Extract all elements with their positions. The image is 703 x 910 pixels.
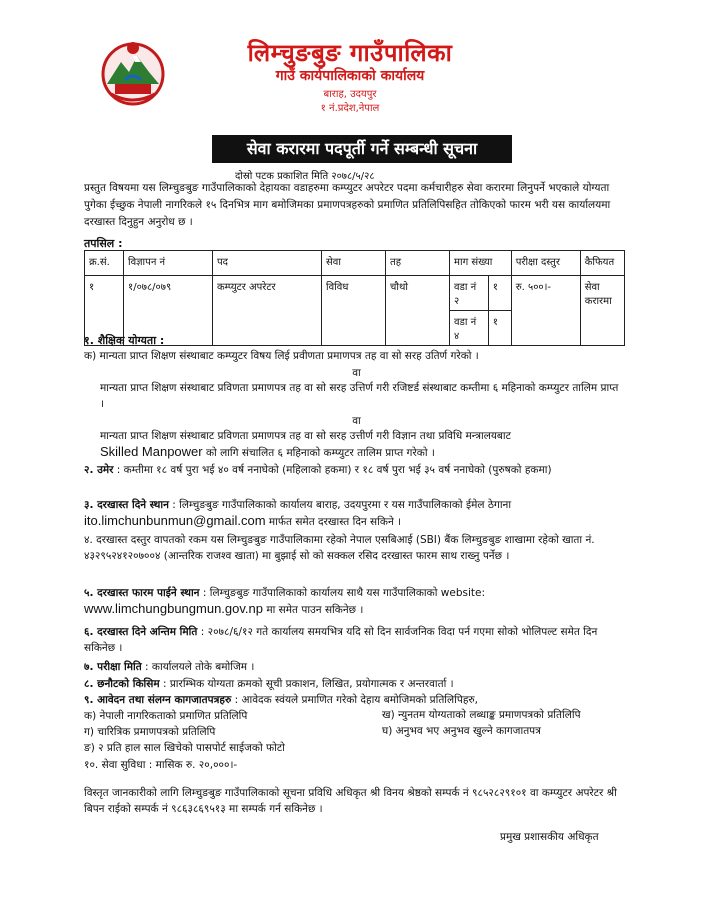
age-section bbox=[84, 462, 629, 478]
municipality-name: लिम्चुङबुङ गाउँपालिका bbox=[247, 39, 453, 67]
age-label: २. उमेर bbox=[84, 464, 114, 476]
submit-place-text: : लिम्चुङबुङ गाउँपालिकाको कार्यालय बाराह, उदयपुरमा र यस गाउँपालिकाको ईमेल ठेगाना bbox=[168, 499, 512, 511]
document-item: ग) चारित्रिक प्रमाणपत्रको प्रतिलिपि bbox=[84, 726, 216, 738]
or-separator: वा bbox=[352, 367, 361, 379]
header-cell: कैफियत bbox=[580, 251, 624, 276]
form-place-section bbox=[84, 585, 629, 618]
cell-ward-1-count: १ bbox=[488, 276, 511, 311]
cell-ad-no: १/०७८/०७९ bbox=[124, 276, 213, 346]
qualification-c-line2 bbox=[100, 444, 625, 461]
exam-date-text: : कार्यालयले तोके बमोजिम । bbox=[141, 661, 255, 673]
age-text: : कम्तीमा १८ वर्ष पुरा भई ४० वर्ष ननाघेको (महिलाको हकमा) र १८ वर्ष पुरा भई ३५ वर्ष ननाघेको (पुरुषको हकमा) bbox=[113, 464, 552, 476]
exam-date-label: ७. परीक्षा मिति bbox=[84, 661, 142, 673]
cell-ward-1: वडा नं २ bbox=[450, 276, 489, 311]
qualification-c-rest: को लागि संचालित ६ महिनाको कम्प्युटर तालिम प्राप्त गरेको । bbox=[202, 447, 435, 459]
header-cell: सेवा bbox=[322, 251, 386, 276]
table-row bbox=[85, 276, 625, 311]
selection-section bbox=[84, 676, 629, 692]
header-cell: विज्ञापन नं bbox=[124, 251, 213, 276]
form-place-label: ५. दरखास्त फारम पाईने स्थान bbox=[84, 587, 200, 599]
header-cell: तह bbox=[386, 251, 450, 276]
qualification-a: क) मान्यता प्राप्त शिक्षण संस्थाबाट कम्प्युटर विषय लिई प्रवीणता प्रमाणपत्र तह वा सो सरह उतिर्ण गरेको । bbox=[84, 350, 479, 362]
qualification-title: १. शैक्षिक योग्यता : bbox=[84, 334, 165, 347]
header-cell: क्र.सं. bbox=[85, 251, 124, 276]
form-place-text: : लिम्चुङबुङ गाउँपालिकाको कार्यालय साथै यस गाउँपालिकाको website: bbox=[199, 587, 485, 599]
fee-deposit-section: ४. दरखास्त दस्तुर वापतको रकम यस लिम्चुङबुङ गाउँपालिकामा रहेको नेपाल एसबिआई (SBI) बैंक लिम्चुङबुङ शाखामा रहेको खाता नं. ४३२९५२४१२०७००४ (आन्तरिक राजश्व खाता) मा बुझाई सो को सक्कल रसिद दरखास्त फारम साथ राख्नु पर्नेछ । bbox=[84, 534, 595, 562]
document-item: घ) अनुभव भए अनुभव खुल्ने कागजातपत्र bbox=[382, 725, 541, 737]
cell-post: कम्प्युटर अपरेटर bbox=[213, 276, 322, 346]
qualification-b: मान्यता प्राप्त शिक्षण संस्थाबाट प्रविणता प्रमाणपत्र तह वा सो सरह उत्तिर्ण गरी रजिष्टर्ड संस्थाबाट कम्तीमा ६ महिनाको कम्प्युटर तालिम प्राप्त । bbox=[100, 382, 619, 410]
nepal-government-emblem-icon bbox=[97, 36, 169, 108]
selection-label: ८. छनौटको किसिम bbox=[84, 678, 160, 690]
deadline-text: : २०७८/६/१२ गते कार्यालय समयभित्र यदि सो दिन सार्वजनिक विदा पर्न गएमा सोको भोलिपल्ट समेत दिन सकिनेछ । bbox=[84, 626, 598, 654]
form-place-text2: मा समेत पाउन सकिनेछ । bbox=[262, 604, 364, 616]
document-item: ख) न्युनतम योग्यताको लब्धाङ्क प्रमाणपत्रको प्रतिलिपि bbox=[382, 709, 581, 721]
cell-ward-2-count: १ bbox=[488, 311, 511, 346]
document-item: ङ) २ प्रति हाल साल खिचेको पासपोर्ट साईजको फोटो bbox=[84, 742, 285, 754]
salary-line: १०. सेवा सुविधा : मासिक रु. २०,०००।- bbox=[84, 759, 238, 771]
skilled-manpower-text: Skilled Manpower bbox=[100, 444, 203, 459]
table-header-row bbox=[85, 251, 625, 276]
signatory: प्रमुख प्रशासकीय अधिकृत bbox=[500, 831, 599, 843]
header-cell: माग संख्या bbox=[450, 251, 512, 276]
qualification-c-line1: मान्यता प्राप्त शिक्षण संस्थाबाट प्रविणता प्रमाणपत्र तह वा सो सरह उत्तीर्ण गरी विज्ञान तथा प्रविधि मन्त्रालयबाट bbox=[100, 430, 511, 442]
submit-place-section bbox=[84, 497, 629, 530]
intro-paragraph: प्रस्तुत विषयमा यस लिम्चुङबुङ गाउँपालिकाको देहायका वडाहरुमा कम्प्युटर अपरेटर पदमा कर्मचारीहरु सेवा करारमा लिनुपर्ने भएकाले योग्यता पुगेका ईच्छुक नेपाली नागरिकले १५ दिनभित्र माग बमोजिमका प्रमाणपत्रहरुको प्रमाणित प्रतिलिपिसहित तोकिएको फारम भरी यस कार्यालयमा दरखास्त दिनुहुन अनुरोध छ । bbox=[84, 182, 611, 228]
cell-level: चौथो bbox=[386, 276, 450, 346]
documents-label: ९. आवेदन तथा संलग्न कागजातपत्रहरु bbox=[84, 694, 232, 706]
cell-fee: रु. ५००।- bbox=[511, 276, 580, 346]
website-url: www.limchungbungmun.gov.np bbox=[84, 601, 263, 616]
submit-place-label: ३. दरखास्त दिने स्थान bbox=[84, 499, 169, 511]
cell-ward-2: वडा नं ४ bbox=[450, 311, 489, 346]
contact-footer: विस्तृत जानकारीको लागि लिम्चुङबुङ गाउँपालिकाको सूचना प्रविधि अधिकृत श्री विनय श्रेष्ठको सम्पर्क नं ९८५२८२९१०१ वा कम्प्युटर अपरेटर श्री बिपन राईको सम्पर्क नं ९८६३८६९५१३ मा सम्पर्क गर्न सकिनेछ । bbox=[84, 787, 617, 815]
header-cell: पद bbox=[213, 251, 322, 276]
header-cell: परीक्षा दस्तुर bbox=[511, 251, 580, 276]
documents-section bbox=[84, 692, 629, 708]
documents-text: : आवेदक स्वंयले प्रमाणित गरेको देहाय बमोजिमको प्रतिलिपिहरु, bbox=[231, 694, 479, 706]
office-address: बाराह, उदयपुर bbox=[323, 89, 377, 100]
republish-date: दोस्रो पटक प्रकाशित मिति २०७८/५/२८ bbox=[235, 171, 375, 182]
notice-title: सेवा करारमा पदपूर्ती गर्ने सम्बन्धी सूचना bbox=[212, 135, 512, 163]
office-name: गाउँ कार्यपालिकाको कार्यालय bbox=[275, 68, 425, 84]
document-item: क) नेपाली नागरिकताको प्रमाणित प्रतिलिपि bbox=[84, 710, 248, 722]
selection-text: : प्रारम्भिक योग्यता क्रमको सूची प्रकाशन, लिखित, प्रयोगात्मक र अन्तरवार्ता । bbox=[159, 678, 454, 690]
cell-service: विविध bbox=[322, 276, 386, 346]
email-address: ito.limchunbunmun@gmail.com bbox=[84, 513, 266, 528]
or-separator: वा bbox=[352, 415, 361, 427]
deadline-label: ६. दरखास्त दिने अन्तिम मिति bbox=[84, 626, 198, 638]
cell-sn: १ bbox=[85, 276, 124, 346]
exam-date-section bbox=[84, 659, 629, 675]
province-line: १ नं.प्रदेश,नेपाल bbox=[320, 103, 380, 114]
tapasil-label: तपसिल : bbox=[84, 237, 123, 250]
cell-remarks: सेवा करारमा bbox=[580, 276, 624, 346]
submit-place-text2: मार्फत समेत दरखास्त दिन सकिने । bbox=[265, 516, 402, 528]
vacancy-table bbox=[84, 250, 625, 346]
deadline-section bbox=[84, 624, 629, 656]
